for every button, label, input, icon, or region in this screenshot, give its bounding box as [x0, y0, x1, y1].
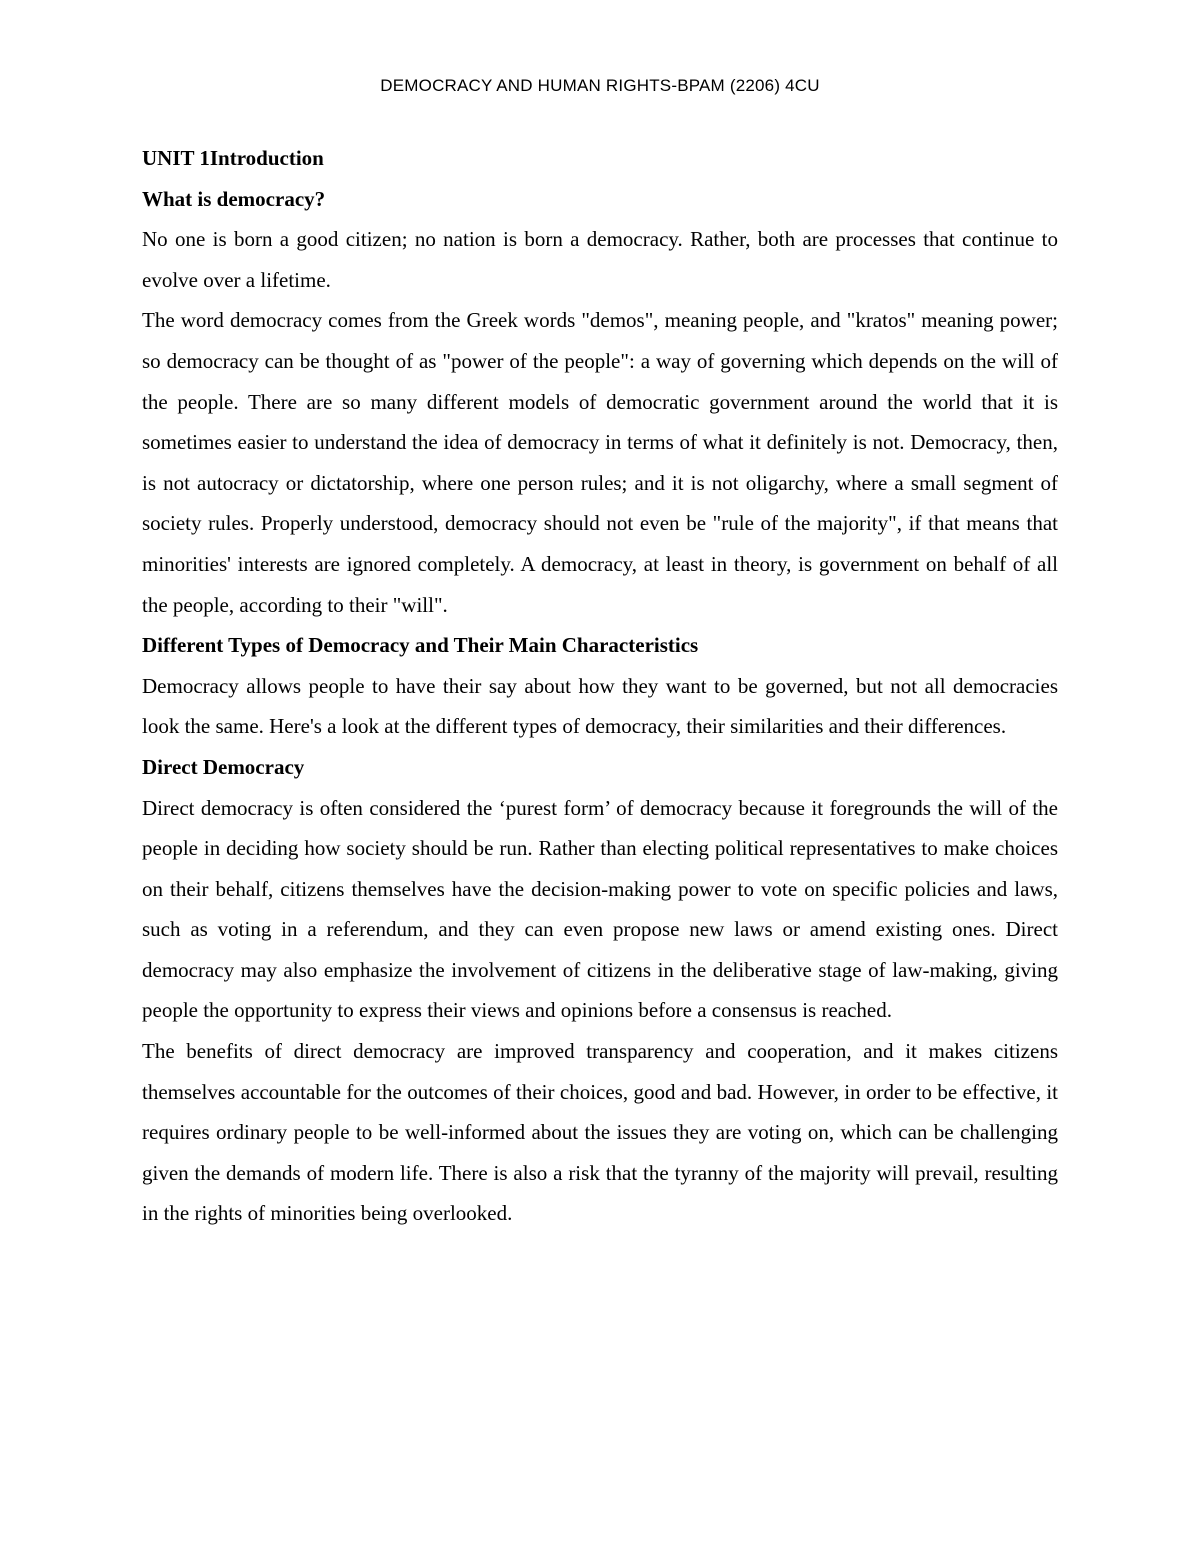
paragraph-types-1: Democracy allows people to have their say about how they want to be governed, but not all democracies look the same. Here's a look at the different types of democracy, their similarities and their differences. [142, 673, 1058, 739]
page-header: DEMOCRACY AND HUMAN RIGHTS-BPAM (2206) 4CU [380, 76, 820, 95]
paragraph-what-is-1: No one is born a good citizen; no nation is born a democracy. Rather, both are processes that continue to evolve over a lifetime. [142, 227, 1058, 292]
paragraph-what-is-2: The word democracy comes from the Greek words "demos", meaning people, and "kratos" meaning power; so democracy can be thought of as "power of the people": a way of governing which depends on the will of the people. There are so many different models of democratic government around the world that it is sometimes easier to understand the idea of democracy in terms of what it definitely is not. Democracy, then, is not autocracy or dictatorship, where one person rules; and it is not oligarchy, where a small segment of society rules. Properly understood, democracy should not even be "rule of the majority", if that means that minorities' interests are ignored completely. A democracy, at least in theory, is government on behalf of all the people, according to their "will". [142, 308, 1058, 617]
paragraph-direct-1: Direct democracy is often considered the ‘purest form’ of democracy because it foregrounds the will of the people in deciding how society should be run. Rather than electing political representatives to make choices on their behalf, citizens themselves have the decision-making power to vote on specific policies and laws, such as voting in a referendum, and they can even propose new laws or amend existing ones. Direct democracy may also emphasize the involvement of citizens in the deliberative stage of law-making, giving people the opportunity to express their views and opinions before a consensus is reached. [142, 795, 1058, 1023]
section-heading-what-is-democracy: What is democracy? [142, 186, 326, 211]
section-heading-direct-democracy: Direct Democracy [142, 754, 305, 779]
document-body [142, 138, 1058, 1234]
unit-heading: UNIT 1Introduction [142, 146, 324, 170]
section-heading-types: Different Types of Democracy and Their Main Characteristics [142, 633, 699, 658]
paragraph-direct-2: The benefits of direct democracy are improved transparency and cooperation, and it makes citizens themselves accountable for the outcomes of their choices, good and bad. However, in order to be effective, it requires ordinary people to be well-informed about the issues they are voting on, which can be challenging given the demands of modern life. There is also a risk that the tyranny of the majority will prevail, resulting in the rights of minorities being overlooked. [142, 1039, 1058, 1226]
